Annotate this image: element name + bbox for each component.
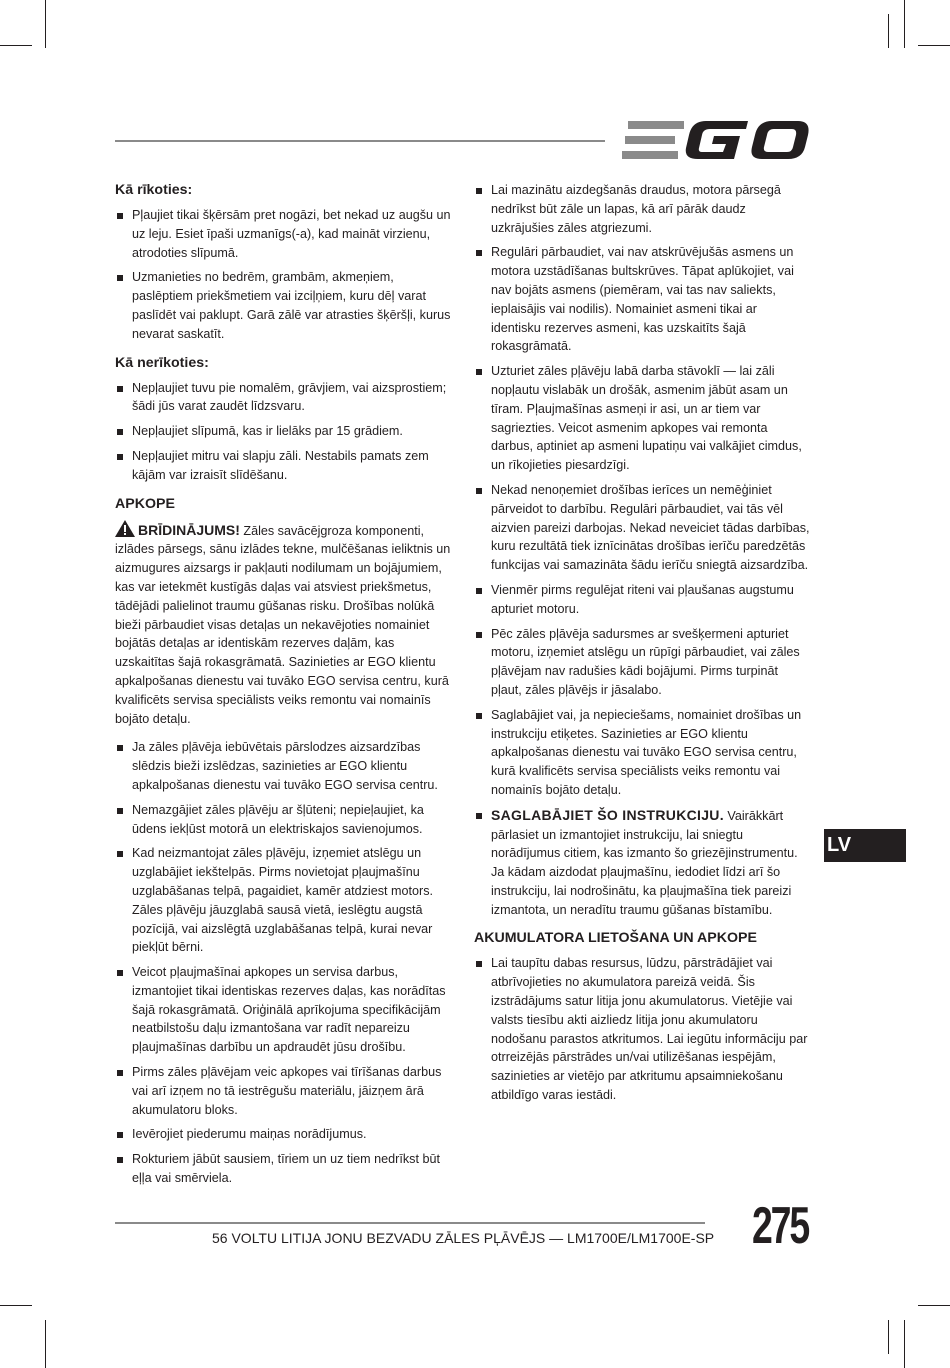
list-item: Pļaujiet tikai šķērsām pret nogāzi, bet nekad uz augšu un uz leju. Esiet īpaši uzmanīgs(-a), kad maināt virzienu, atrodoties slīpumā.: [115, 206, 451, 262]
maintenance-list: [115, 738, 451, 1188]
list-item: Ja zāles pļāvēja iebūvētais pārslodzes aizsardzības slēdzis bieži izslēdzas, sazinieties ar EGO klientu apkalpošanas dienestu vai tuvāko EGO servisa centru.: [115, 738, 451, 794]
list-item: Pēc zāles pļāvēja sadursmes ar svešķermeni apturiet motoru, izņemiet atslēgu un rūpīgi pārbaudiet, vai zāles pļāvējam nav radušies kādi bojājumi. Pirms turpināt pļaut, zāles pļāvējs ir jāsalabo.: [474, 625, 810, 700]
list-item: Nekad nenoņemiet drošības ierīces un nemēģiniet pārveidot to darbību. Regulāri pārbaudiet, vai tās vēl aizvien pareizi darbojas. Nekad neveiciet tādas darbības, kuru rezultātā tiek iznīcinātas drošības ierīču paredzētās funkcijas vai samazināta šādu ierīču sniegtā aizsardzība.: [474, 481, 810, 575]
how-to-heading: Kā rīkoties:: [115, 182, 193, 198]
footer-product-name: 56 VOLTU LITIJA JONU BEZVADU ZĀLES PĻĀVĒJS — LM1700E/LM1700E-SP: [212, 1230, 715, 1246]
how-not-to-list: [115, 379, 451, 485]
crop-mark: [0, 1305, 32, 1306]
save-instructions-item: [474, 806, 810, 920]
list-item: Vienmēr pirms regulējat riteni vai pļaušanas augstumu apturiet motoru.: [474, 581, 810, 619]
save-instructions-text: Vairākkārt pārlasiet un izmantojiet instrukciju, lai sniegtu norādījumus citiem, kas izmanto šo griezējinstrumentu. Ja kādam aizdodat pļaujmašīnu, iedodiet līdzi arī šo instrukciju, lai nodrošinātu, ka pļaujmašīna tiek pareizi izmantota, un neradītu traumu gūšanas bīstamību.: [491, 808, 798, 917]
how-to-list: [115, 206, 451, 344]
list-item: Ievērojiet piederumu maiņas norādījumus.: [115, 1125, 451, 1144]
list-item: Nepļaujiet tuvu pie nomalēm, grāvjiem, vai aizsprostiem; šādi jūs varat zaudēt līdzsvaru.: [115, 379, 451, 417]
crop-mark: [918, 45, 950, 46]
crop-mark: [45, 0, 46, 48]
list-item: Lai mazinātu aizdegšanās draudus, motora pārsegā nedrīkst būt zāle un lapas, kā arī pārāk daudz uzkrājušies zāles atgriezumi.: [474, 181, 810, 237]
list-item: Pirms zāles pļāvējam veic apkopes vai tīrīšanas darbus vai arī izņem no tā iestrēgušu materiālu, jāizņem ārā akumulatoru bloks.: [115, 1063, 451, 1119]
list-item: Rokturiem jābūt sausiem, tīriem un uz tiem nedrīkst būt eļļa vai smērviela.: [115, 1150, 451, 1188]
page-number: 275: [752, 1197, 808, 1255]
list-item: Uzturiet zāles pļāvēju labā darba stāvoklī — lai zāli nopļautu vislabāk un drošāk, asmenim jābūt asam un tīram. Pļaujmašīnas asmeņi ir asi, un ar tiem var sagriezties. Veicot asmenim apkopes vai remonta darbus, aptiniet ap asmeni lupatiņu vai valkājiet cimdus, un rīkojieties piesardzīgi.: [474, 362, 810, 475]
maintenance-list-continued: [474, 181, 810, 919]
warning-text: Zāles savācējgroza komponenti, izlādes pārsegs, sānu izlādes tekne, mulčēšanas ieliktnis un aizmugures aizsargs ir pakļauti nodilumam un bojājumiem, kas var ietekmēt kustīgās daļas vai atsviest priekšmetus, tādējādi palielinot traumu gūšanas risku. Drošības nolūkā bieži pārbaudiet visas detaļas un nekavējoties nomainiet bojātās detaļas ar identiskām rezerves daļām, kas uzskaitītas šajā rokasgrāmatā. Sazinieties ar EGO klientu apkalpošanas dienestu vai tuvāko EGO servisa centru, kurā kvalificēts servisa speciālists veiks remontu vai nomainīs bojāto detaļu.: [115, 523, 451, 726]
list-item: Nepļaujiet slīpumā, kas ir lielāks par 15 grādiem.: [115, 422, 451, 441]
ego-logo: [622, 118, 810, 162]
warning-label: BRĪDINĀJUMS!: [138, 521, 240, 538]
list-item: Kad neizmantojat zāles pļāvēju, izņemiet atslēgu un uzglabājiet iekštelpās. Pirms novietojat pļaujmašīnu uzglabāšanas telpā, pagaidiet, kamēr atdziest motors. Zāles pļāvēju jāuzglabā sausā vietā, ieslēgtu augstā pozīcijā, vai aizslēgtā uzglabāšanas telpā, kurai nevar piekļūt bērni.: [115, 844, 451, 957]
save-instructions-lead: SAGLABĀJIET ŠO INSTRUKCIJU.: [491, 806, 724, 823]
crop-mark: [918, 1305, 950, 1306]
battery-list: [474, 954, 810, 1104]
list-item: Nemazgājiet zāles pļāvēju ar šļūteni; nepieļaujiet, ka ūdens iekļūst motorā un elektriskajos savienojumos.: [115, 801, 451, 839]
list-item: Saglabājiet vai, ja nepieciešams, nomainiet drošības un instrukciju etiķetes. Sazinieties ar EGO klientu apkalpošanas dienestu vai tuvāko EGO servisa centru, kurā kvalificēts servisa speciālists veiks remontu vai nomainīs bojāto detaļu.: [474, 706, 810, 800]
right-column: [474, 181, 810, 1111]
crop-mark: [904, 0, 905, 48]
list-item: Veicot pļaujmašīnai apkopes un servisa darbus, izmantojiet tikai identiskas rezerves daļas, kas norādītas šajā rokasgrāmatā. Oriģinālā aprīkojuma specifikācijām neatbilstošu daļu izmantošana var radīt nepareizu pļaujmašīnas darbību un apdraudēt jūsu drošību.: [115, 963, 451, 1057]
language-tab: LV: [824, 829, 906, 862]
warning-paragraph: [115, 520, 451, 729]
crop-mark: [0, 45, 32, 46]
crop-mark: [904, 1320, 905, 1368]
how-not-to-heading: Kā nerīkoties:: [115, 354, 209, 371]
list-item: Lai taupītu dabas resursus, lūdzu, pārstrādājiet vai atbrīvojieties no akumulatora pareizā veidā. Šis izstrādājums satur litija jonu akumulatorus. Vietējie vai valsts tiesību akti aizliedz litija jonu akumulatoru nodošanu parastos atkritumos. Lai iegūtu informāciju par otrreizējās pārstrādes un/vai utilizēšanas iespējām, sazinieties ar vietējo par atkritumu apsaimniekošanu atbildīgo varas iestādi.: [474, 954, 810, 1104]
list-item: Nepļaujiet mitru vai slapju zāli. Nestabils pamats zem kājām var izraisīt slīdēšanu.: [115, 447, 451, 485]
left-column: [115, 181, 451, 1194]
footer-rule: [115, 1222, 705, 1224]
crop-mark: [45, 1320, 46, 1368]
list-item: Regulāri pārbaudiet, vai nav atskrūvējušās asmens un motora uzstādīšanas bultskrūves. Tāpat aplūkojiet, vai nav bojāts asmens (piemēram, vai tas nav saliekts, ieplaisājis vai nodilis). Nomainiet asmeni tikai ar identisku rezerves asmeni, kas uzskaitīts šajā rokasgrāmatā.: [474, 243, 810, 356]
header-rule: [115, 140, 605, 142]
maintenance-heading: APKOPE: [115, 495, 175, 512]
crop-mark: [888, 14, 889, 48]
warning-triangle-icon: [115, 520, 135, 537]
list-item: Uzmanieties no bedrēm, grambām, akmeņiem, paslēptiem priekšmetiem vai izciļņiem, kuru dēļ varat paslīdēt vai paklupt. Garā zālē var atrasties šķēršļi, kurus nevarat saskatīt.: [115, 268, 451, 343]
battery-heading: AKUMULATORA LIETOŠANA UN APKOPE: [474, 930, 757, 947]
crop-mark: [888, 1320, 889, 1354]
